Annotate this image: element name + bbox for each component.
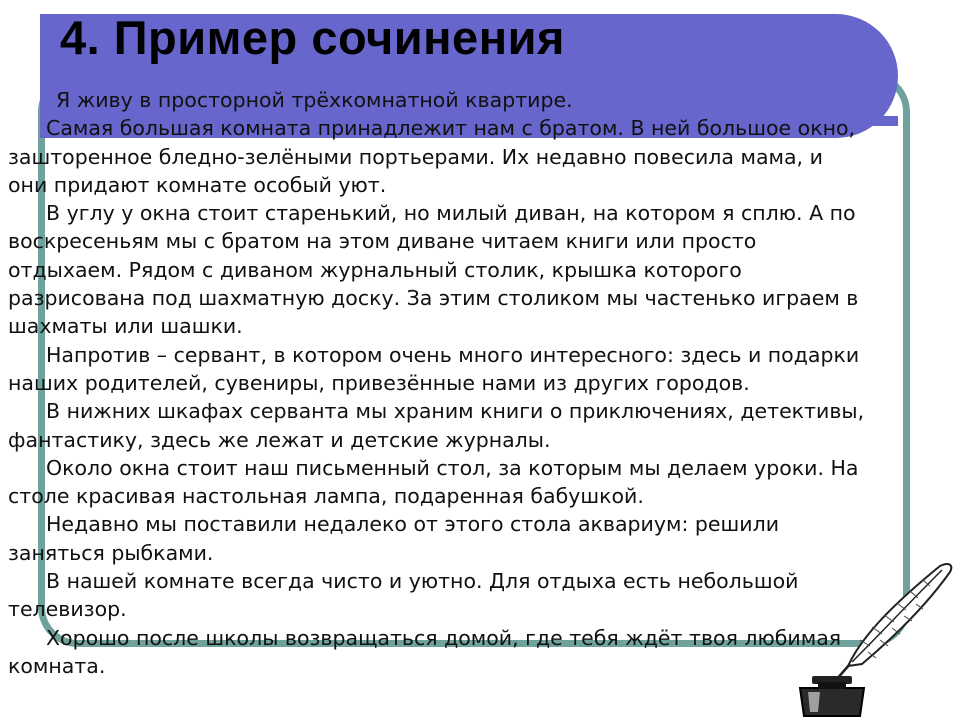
essay-paragraph: Хорошо после школы возвращаться домой, где тебя ждёт твоя любимая комната. xyxy=(8,625,842,678)
essay-text xyxy=(8,86,868,680)
essay-paragraph: В углу у окна стоит старенький, но милый диван, на котором я сплю. А по воскресеньям мы с братом на этом диване читаем книги или просто отдыхаем. Рядом с диваном журнальный столик, крышка которого разрисована под шахматную доску. За этим столиком мы частенько играем в шахматы или шашки. xyxy=(8,201,859,339)
essay-paragraph: Около окна стоит наш письменный стол, за которым мы делаем уроки. На столе красивая настольная лампа, подаренная бабушкой. xyxy=(8,455,859,509)
essay-paragraph: Напротив – сервант, в котором очень много интересного: здесь и подарки наших родителей, сувениры, привезённые нами из других городов. xyxy=(8,342,860,395)
essay-paragraph: В нашей комнате всегда чисто и уютно. Для отдыха есть небольшой телевизор. xyxy=(8,569,799,622)
essay-paragraph: Я живу в просторной трёхкомнатной квартире. xyxy=(56,88,573,112)
essay-paragraph: В нижних шкафах серванта мы храним книги о приключениях, детективы, фантастику, здесь же лежат и детские журналы. xyxy=(8,399,865,452)
quill-inkwell-icon xyxy=(790,548,960,720)
essay-paragraph: Недавно мы поставили недалеко от этого стола аквариум: решили заняться рыбками. xyxy=(8,512,780,565)
essay-paragraph: Самая большая комната принадлежит нам с братом. В ней большое окно, зашторенное бледно-зелёными портьерами. Их недавно повесила мама, и они придают комнате особый уют. xyxy=(8,116,856,197)
slide-title: 4. Пример сочинения xyxy=(60,11,565,64)
